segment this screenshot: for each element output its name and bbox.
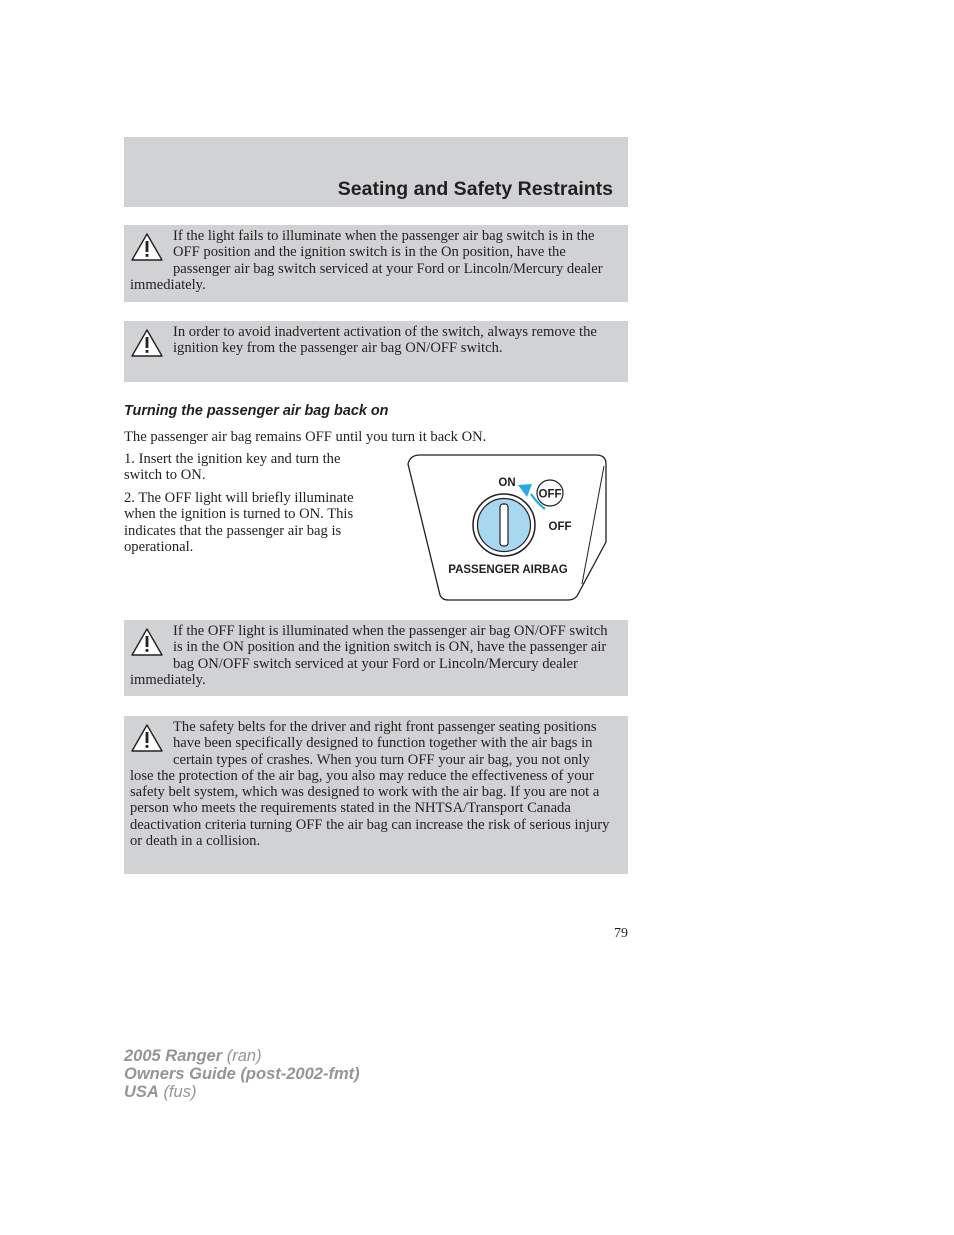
warning-text: If the OFF light is illuminated when the passenger air bag ON/OFF switch is in the ON position and the ignition switch is ON, have the passenger air bag ON/OFF switch serviced at your Ford or Lincoln/Mercury dealer immediately. bbox=[130, 623, 608, 688]
footer-market: USA bbox=[124, 1083, 159, 1101]
warning-text: In order to avoid inadvertent activation of the switch, always remove the ignition key from the passenger air bag ON/OFF switch. bbox=[173, 324, 597, 357]
warning-box bbox=[124, 321, 628, 382]
warning-triangle-icon bbox=[130, 627, 164, 657]
warning-box bbox=[124, 225, 628, 302]
warning-triangle-icon bbox=[130, 723, 164, 753]
section-header-band bbox=[124, 137, 628, 207]
airbag-switch-diagram bbox=[404, 452, 610, 602]
footer-line-3 bbox=[124, 1083, 360, 1101]
footer-guide: Owners Guide (post-2002-fmt) bbox=[124, 1065, 360, 1083]
warning-triangle-icon bbox=[130, 328, 164, 358]
key-slot bbox=[500, 504, 508, 546]
diagram-caption: PASSENGER AIRBAG bbox=[448, 564, 568, 576]
off-position-label: OFF bbox=[548, 521, 572, 533]
intro-paragraph: The passenger air bag remains OFF until you turn it back ON. bbox=[124, 429, 487, 445]
page-number: 79 bbox=[614, 926, 628, 941]
footer-market-code: (fus) bbox=[163, 1083, 197, 1101]
document-footer bbox=[124, 1047, 360, 1101]
warning-text: If the light fails to illuminate when the passenger air bag switch is in the OFF position and the ignition switch is in the On position, have the passenger air bag switch serviced at your Ford or Lincoln/Mercury dealer immediately. bbox=[130, 228, 603, 293]
footer-line-2 bbox=[124, 1065, 360, 1083]
on-position-label: ON bbox=[498, 477, 516, 489]
step-1: 1. Insert the ignition key and turn the switch to ON. bbox=[124, 451, 341, 484]
warning-triangle-icon bbox=[130, 232, 164, 262]
subheading: Turning the passenger air bag back on bbox=[124, 403, 389, 419]
footer-model-code: (ran) bbox=[226, 1047, 262, 1065]
footer-model: 2005 Ranger bbox=[124, 1047, 223, 1065]
warning-box bbox=[124, 716, 628, 874]
section-title: Seating and Safety Restraints bbox=[337, 178, 613, 200]
footer-line-1 bbox=[124, 1047, 360, 1065]
step-2: 2. The OFF light will briefly illuminate when the ignition is turned to ON. This indicates that the passenger air bag is operational. bbox=[124, 490, 354, 555]
warning-box bbox=[124, 620, 628, 696]
warning-text: The safety belts for the driver and right front passenger seating positions have been specifically designed to function together with the air bags in certain types of crashes. When you turn OFF your air bag, you not only lose the protection of the air bag, you also may reduce the effectiveness of your safety belt system, which was designed to work with the air bag. If you are not a person who meets the requirements stated in the NHTSA/Transport Canada deactivation criteria turning OFF the air bag can increase the risk of serious injury or death in a collision. bbox=[130, 719, 610, 850]
off-indicator-label: OFF bbox=[538, 488, 562, 501]
